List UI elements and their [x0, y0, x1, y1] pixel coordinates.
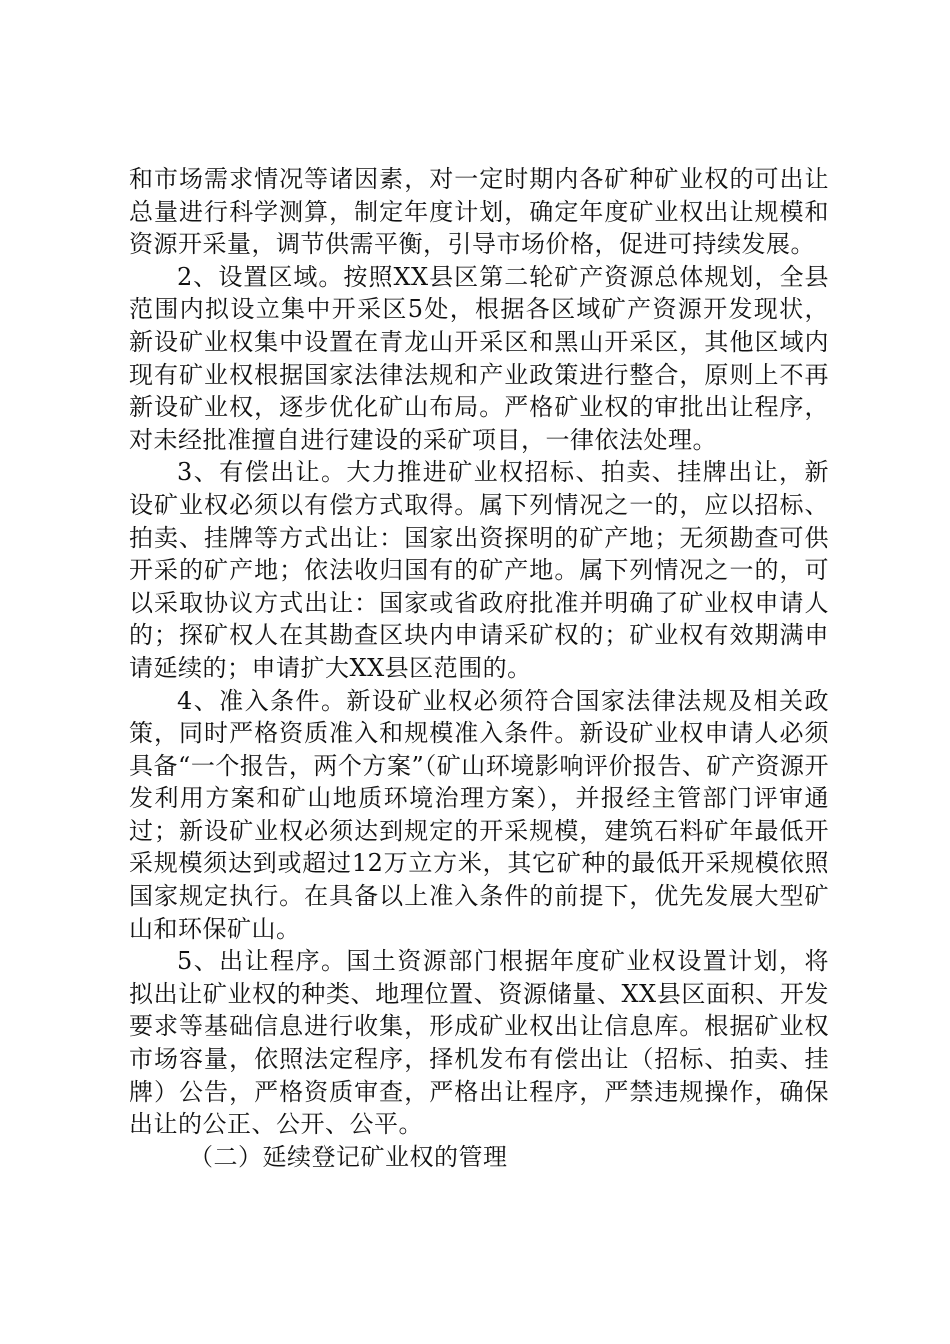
paragraph-continuation: 和市场需求情况等诸因素，对一定时期内各矿种矿业权的可出让总量进行科学测算，制定年度计划，确定年度矿业权出让规模和资源开采量，调节供需平衡，引导市场价格，促进可持续发展。 — [129, 165, 829, 259]
paragraph-transfer-procedure: 5、出让程序。国土资源部门根据年度矿业权设置计划，将拟出让矿业权的种类、地理位置、资源储量、XX县区面积、开发要求等基础信息进行收集，形成矿业权出让信息库。根据矿业权市场容量，依照法定程序，择机发布有偿出让（招标、拍卖、挂牌）公告，严格资质审查，严格出让程序，严禁违规操作，确保出让的公正、公开、公平。 — [129, 947, 829, 1139]
paragraph-access-conditions: 4、准入条件。新设矿业权必须符合国家法律法规及相关政策，同时严格资质准入和规模准入条件。新设矿业权申请人必须具备“一个报告，两个方案”（矿山环境影响评价报告、矿产资源开发利用方案和矿山地质环境治理方案），并报经主管部门评审通过；新设矿业权必须达到规定的开采规模，建筑石料矿年最低开采规模须达到或超过12万立方米，其它矿种的最低开采规模依照国家规定执行。在具备以上准入条件的前提下，优先发展大型矿山和环保矿山。 — [129, 686, 829, 943]
paragraph-paid-transfer: 3、有偿出让。大力推进矿业权招标、拍卖、挂牌出让，新设矿业权必须以有偿方式取得。属下列情况之一的，应以招标、拍卖、挂牌等方式出让：国家出资探明的矿产地；无须勘查可供开采的矿产地；依法收归国有的矿产地。属下列情况之一的，可以采取协议方式出让：国家或省政府批准并明确了矿业权申请人的；探矿权人在其勘查区块内申请采矿权的；矿业权有效期满申请延续的；申请扩大XX县区范围的。 — [129, 458, 829, 682]
paragraph-setting-area: 2、设置区域。按照XX县区第二轮矿产资源总体规划，全县范围内拟设立集中开采区5处，根据各区域矿产资源开发现状，新设矿业权集中设置在青龙山开采区和黑山开采区，其他区域内现有矿业权根据国家法律法规和产业政策进行整合，原则上不再新设矿业权，逐步优化矿山布局。严格矿业权的审批出让程序，对未经批准擅自进行建设的采矿项目，一律依法处理。 — [129, 262, 829, 454]
section-heading: （二）延续登记矿业权的管理 — [189, 1142, 508, 1171]
document-body — [129, 163, 829, 1173]
